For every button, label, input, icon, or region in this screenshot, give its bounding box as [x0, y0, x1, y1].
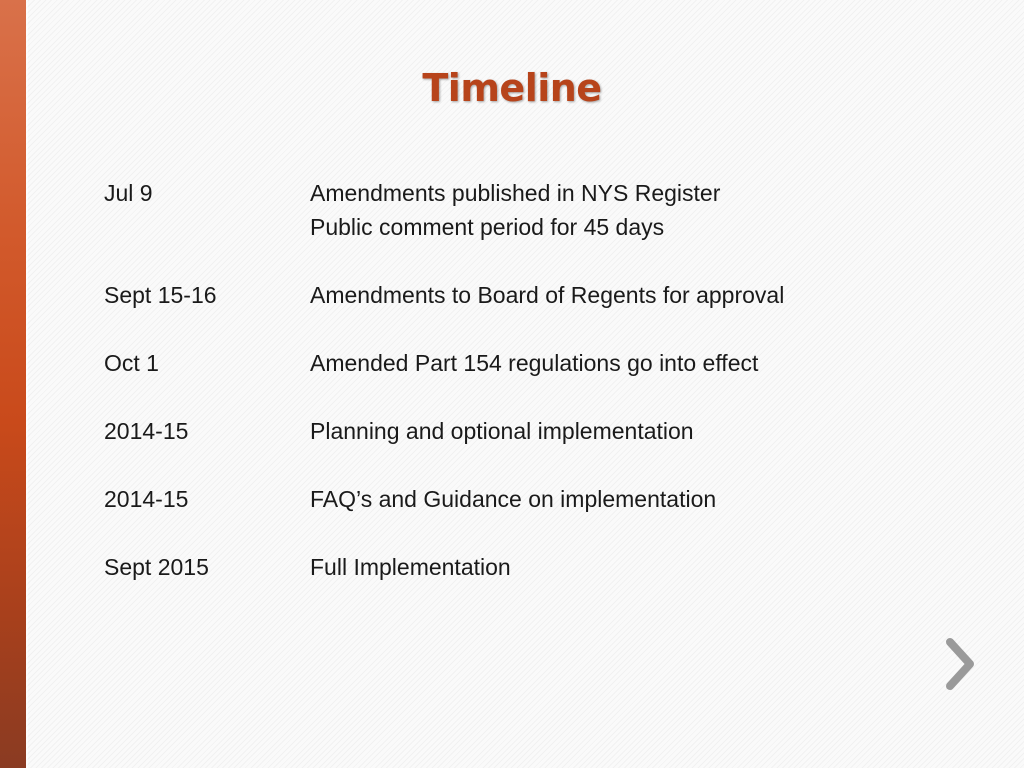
- timeline-entry: [104, 278, 904, 312]
- timeline-date: Sept 2015: [104, 553, 209, 580]
- accent-side-bar-edge: [26, 0, 28, 768]
- timeline-date: Jul 9: [104, 179, 153, 206]
- timeline-description: Planning and optional implementation: [310, 417, 694, 444]
- timeline-description: Public comment period for 45 days: [310, 213, 665, 240]
- next-slide-button[interactable]: [940, 636, 980, 692]
- timeline-description: FAQ’s and Guidance on implementation: [310, 485, 717, 512]
- timeline-description: Full Implementation: [310, 553, 511, 580]
- timeline-entry: [104, 346, 904, 380]
- timeline-entry: [104, 414, 904, 448]
- accent-side-bar: [0, 0, 26, 768]
- timeline-list: [104, 176, 904, 618]
- timeline-entry: [104, 550, 904, 584]
- timeline-description: Amendments published in NYS Register: [310, 179, 721, 206]
- timeline-entry: [104, 176, 904, 244]
- chevron-right-icon: [940, 636, 980, 692]
- timeline-date: 2014-15: [104, 485, 189, 512]
- timeline-date: Sept 15-16: [104, 281, 217, 308]
- timeline-date: Oct 1: [104, 349, 159, 376]
- timeline-date: 2014-15: [104, 417, 189, 444]
- timeline-description: Amended Part 154 regulations go into effect: [310, 349, 759, 376]
- slide-title: Timeline: [422, 66, 602, 110]
- timeline-entry: [104, 482, 904, 516]
- timeline-description: Amendments to Board of Regents for approval: [310, 281, 785, 308]
